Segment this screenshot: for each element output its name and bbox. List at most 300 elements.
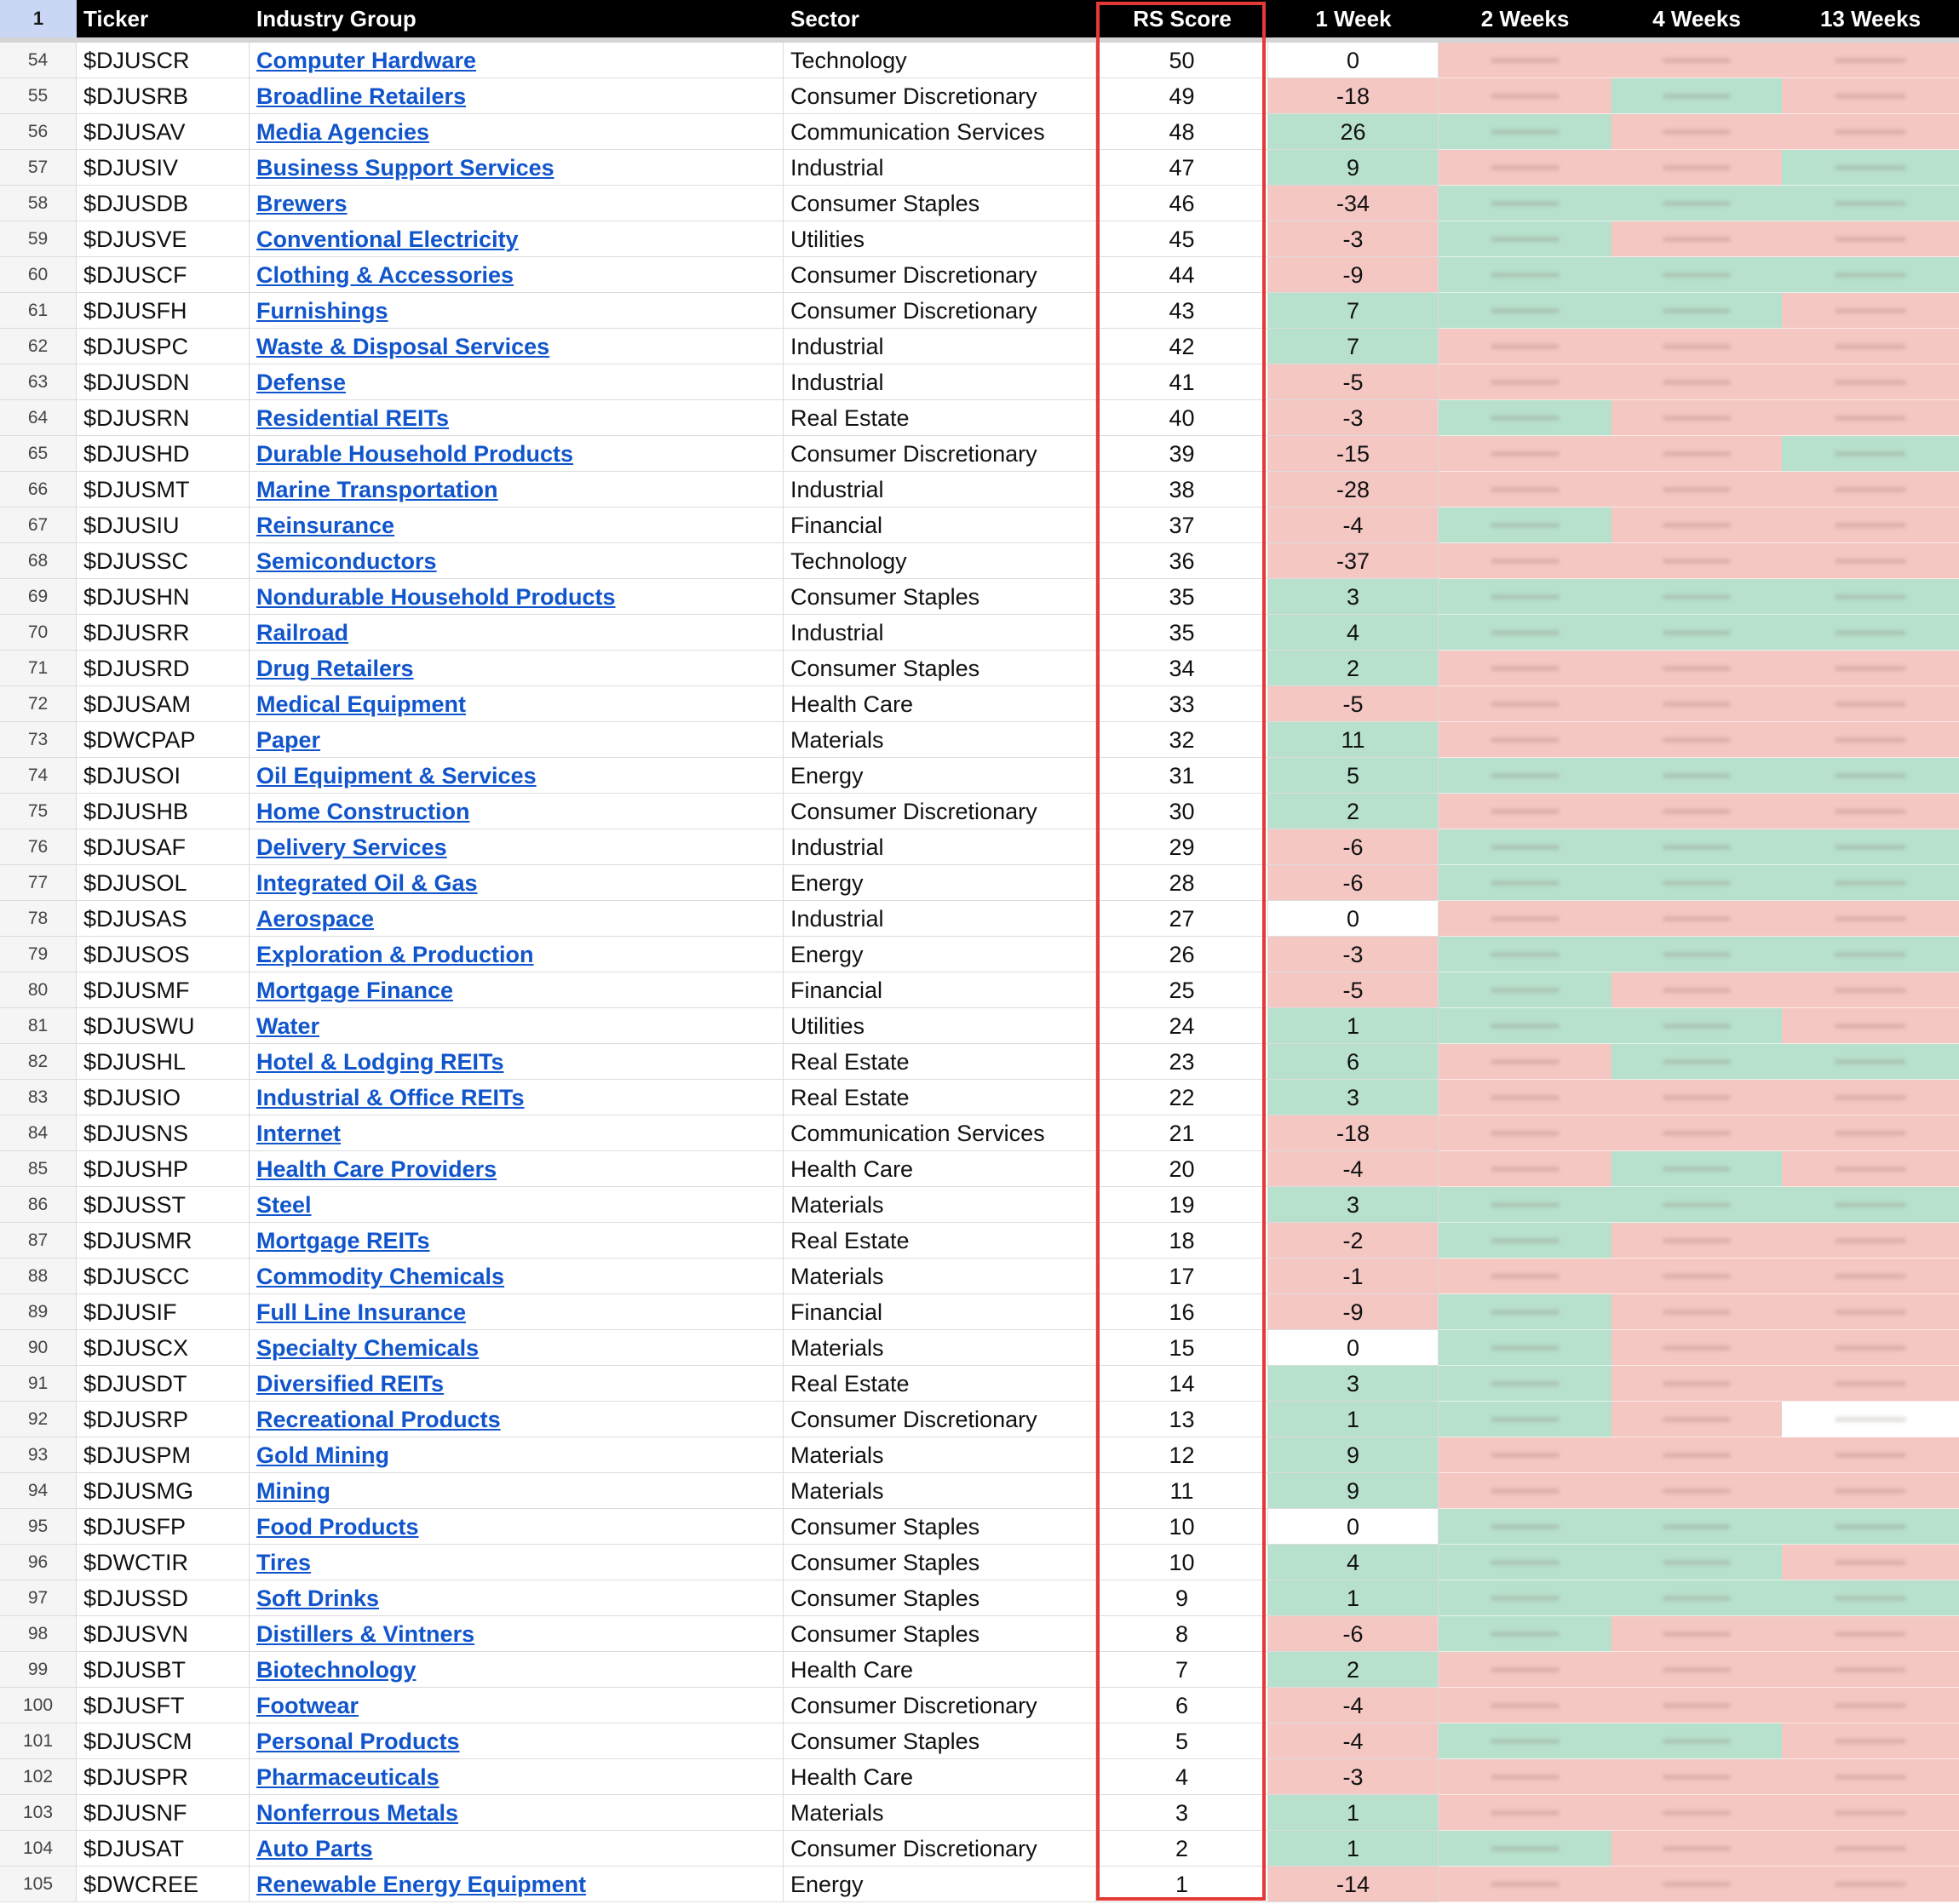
week-13-weeks-blurred-cell[interactable] xyxy=(1782,1115,1959,1151)
week-4-weeks-blurred-cell[interactable] xyxy=(1611,686,1782,722)
rs-score-cell[interactable]: 8 xyxy=(1096,1616,1268,1652)
ticker-cell[interactable]: $DJUSST xyxy=(77,1187,250,1223)
table-row[interactable] xyxy=(0,758,1959,794)
table-row[interactable] xyxy=(0,1402,1959,1437)
industry-group-link[interactable]: Soft Drinks xyxy=(256,1586,380,1611)
ticker-cell[interactable]: $DJUSRN xyxy=(77,400,250,436)
column-header-1-week[interactable]: 1 Week xyxy=(1268,0,1439,37)
industry-group-cell[interactable] xyxy=(250,1509,784,1545)
week-2-weeks-blurred-cell[interactable] xyxy=(1439,1580,1611,1616)
row-number[interactable]: 75 xyxy=(0,794,77,829)
row-number[interactable]: 78 xyxy=(0,901,77,937)
sector-cell[interactable]: Energy xyxy=(784,1867,1096,1902)
row-number[interactable]: 77 xyxy=(0,865,77,901)
industry-group-cell[interactable] xyxy=(250,1402,784,1437)
week-13-weeks-blurred-cell[interactable] xyxy=(1782,1759,1959,1795)
week-4-weeks-blurred-cell[interactable] xyxy=(1611,1366,1782,1402)
week-4-weeks-blurred-cell[interactable] xyxy=(1611,293,1782,329)
rs-score-cell[interactable]: 50 xyxy=(1096,43,1268,78)
industry-group-cell[interactable] xyxy=(250,150,784,186)
industry-group-cell[interactable] xyxy=(250,865,784,901)
industry-group-cell[interactable] xyxy=(250,1115,784,1151)
week-4-weeks-blurred-cell[interactable] xyxy=(1611,722,1782,758)
week-1-change-cell[interactable]: -4 xyxy=(1268,1151,1439,1187)
ticker-cell[interactable]: $DJUSAT xyxy=(77,1831,250,1867)
week-4-weeks-blurred-cell[interactable] xyxy=(1611,829,1782,865)
row-number[interactable]: 98 xyxy=(0,1616,77,1652)
rs-score-cell[interactable]: 17 xyxy=(1096,1259,1268,1294)
week-2-weeks-blurred-cell[interactable] xyxy=(1439,1151,1611,1187)
row-number[interactable]: 96 xyxy=(0,1545,77,1580)
industry-group-cell[interactable] xyxy=(250,937,784,972)
week-13-weeks-blurred-cell[interactable] xyxy=(1782,972,1959,1008)
ticker-cell[interactable]: $DJUSBT xyxy=(77,1652,250,1688)
week-4-weeks-blurred-cell[interactable] xyxy=(1611,1187,1782,1223)
ticker-cell[interactable]: $DJUSAS xyxy=(77,901,250,937)
week-2-weeks-blurred-cell[interactable] xyxy=(1439,1223,1611,1259)
rs-score-cell[interactable]: 48 xyxy=(1096,114,1268,150)
rs-score-cell[interactable]: 14 xyxy=(1096,1366,1268,1402)
rs-score-cell[interactable]: 20 xyxy=(1096,1151,1268,1187)
industry-group-cell[interactable] xyxy=(250,1294,784,1330)
industry-group-cell[interactable] xyxy=(250,1151,784,1187)
rs-score-cell[interactable]: 23 xyxy=(1096,1044,1268,1080)
row-number[interactable]: 67 xyxy=(0,508,77,543)
column-header-13-weeks[interactable]: 13 Weeks xyxy=(1782,0,1959,37)
column-header-industry-group[interactable]: Industry Group xyxy=(250,0,784,37)
rs-score-cell[interactable]: 5 xyxy=(1096,1723,1268,1759)
sector-cell[interactable]: Consumer Discretionary xyxy=(784,1402,1096,1437)
week-2-weeks-blurred-cell[interactable] xyxy=(1439,829,1611,865)
ticker-cell[interactable]: $DWCTIR xyxy=(77,1545,250,1580)
week-1-change-cell[interactable]: 0 xyxy=(1268,1330,1439,1366)
week-1-change-cell[interactable]: -1 xyxy=(1268,1259,1439,1294)
week-2-weeks-blurred-cell[interactable] xyxy=(1439,1294,1611,1330)
table-row[interactable] xyxy=(0,364,1959,400)
rs-score-cell[interactable]: 35 xyxy=(1096,615,1268,651)
industry-group-cell[interactable] xyxy=(250,651,784,686)
table-row[interactable] xyxy=(0,1115,1959,1151)
table-row[interactable] xyxy=(0,1151,1959,1187)
industry-group-cell[interactable] xyxy=(250,1330,784,1366)
industry-group-cell[interactable] xyxy=(250,1652,784,1688)
week-13-weeks-blurred-cell[interactable] xyxy=(1782,1259,1959,1294)
week-2-weeks-blurred-cell[interactable] xyxy=(1439,1437,1611,1473)
industry-group-cell[interactable] xyxy=(250,114,784,150)
week-1-change-cell[interactable]: -6 xyxy=(1268,1616,1439,1652)
rs-score-cell[interactable]: 4 xyxy=(1096,1759,1268,1795)
table-row[interactable] xyxy=(0,43,1959,78)
week-4-weeks-blurred-cell[interactable] xyxy=(1611,43,1782,78)
industry-group-cell[interactable] xyxy=(250,329,784,364)
industry-group-link[interactable]: Gold Mining xyxy=(256,1442,389,1468)
sector-cell[interactable]: Health Care xyxy=(784,1151,1096,1187)
row-number[interactable]: 66 xyxy=(0,472,77,508)
table-row[interactable] xyxy=(0,829,1959,865)
industry-group-cell[interactable] xyxy=(250,1867,784,1902)
industry-group-link[interactable]: Footwear xyxy=(256,1693,359,1718)
week-2-weeks-blurred-cell[interactable] xyxy=(1439,1402,1611,1437)
week-1-change-cell[interactable]: 1 xyxy=(1268,1402,1439,1437)
week-13-weeks-blurred-cell[interactable] xyxy=(1782,1688,1959,1723)
industry-group-cell[interactable] xyxy=(250,794,784,829)
rs-score-cell[interactable]: 25 xyxy=(1096,972,1268,1008)
week-13-weeks-blurred-cell[interactable] xyxy=(1782,1795,1959,1831)
industry-group-cell[interactable] xyxy=(250,1688,784,1723)
rs-score-cell[interactable]: 44 xyxy=(1096,257,1268,293)
ticker-cell[interactable]: $DJUSMT xyxy=(77,472,250,508)
industry-group-link[interactable]: Exploration & Production xyxy=(256,942,534,967)
week-2-weeks-blurred-cell[interactable] xyxy=(1439,1867,1611,1902)
row-number[interactable]: 101 xyxy=(0,1723,77,1759)
rs-score-cell[interactable]: 43 xyxy=(1096,293,1268,329)
sector-cell[interactable]: Consumer Discretionary xyxy=(784,436,1096,472)
week-2-weeks-blurred-cell[interactable] xyxy=(1439,1080,1611,1115)
row-number[interactable]: 65 xyxy=(0,436,77,472)
industry-group-link[interactable]: Aerospace xyxy=(256,906,375,932)
industry-group-cell[interactable] xyxy=(250,1831,784,1867)
week-13-weeks-blurred-cell[interactable] xyxy=(1782,1044,1959,1080)
week-4-weeks-blurred-cell[interactable] xyxy=(1611,1115,1782,1151)
ticker-cell[interactable]: $DJUSDB xyxy=(77,186,250,221)
rs-score-cell[interactable]: 7 xyxy=(1096,1652,1268,1688)
week-4-weeks-blurred-cell[interactable] xyxy=(1611,543,1782,579)
table-row[interactable] xyxy=(0,579,1959,615)
table-row[interactable] xyxy=(0,651,1959,686)
week-1-change-cell[interactable]: 7 xyxy=(1268,329,1439,364)
week-2-weeks-blurred-cell[interactable] xyxy=(1439,972,1611,1008)
sector-cell[interactable]: Consumer Discretionary xyxy=(784,1688,1096,1723)
table-row[interactable] xyxy=(0,472,1959,508)
week-4-weeks-blurred-cell[interactable] xyxy=(1611,937,1782,972)
week-1-change-cell[interactable]: 3 xyxy=(1268,1080,1439,1115)
table-row[interactable] xyxy=(0,78,1959,114)
industry-group-link[interactable]: Nondurable Household Products xyxy=(256,584,616,610)
week-2-weeks-blurred-cell[interactable] xyxy=(1439,1509,1611,1545)
row-number[interactable]: 80 xyxy=(0,972,77,1008)
ticker-cell[interactable]: $DJUSOS xyxy=(77,937,250,972)
rs-score-cell[interactable]: 34 xyxy=(1096,651,1268,686)
row-number[interactable]: 95 xyxy=(0,1509,77,1545)
rs-score-cell[interactable]: 2 xyxy=(1096,1831,1268,1867)
ticker-cell[interactable]: $DJUSSD xyxy=(77,1580,250,1616)
week-13-weeks-blurred-cell[interactable] xyxy=(1782,1867,1959,1902)
week-13-weeks-blurred-cell[interactable] xyxy=(1782,686,1959,722)
week-13-weeks-blurred-cell[interactable] xyxy=(1782,1330,1959,1366)
ticker-cell[interactable]: $DJUSVE xyxy=(77,221,250,257)
row-number[interactable]: 100 xyxy=(0,1688,77,1723)
week-2-weeks-blurred-cell[interactable] xyxy=(1439,1259,1611,1294)
sector-cell[interactable]: Communication Services xyxy=(784,114,1096,150)
sector-cell[interactable]: Energy xyxy=(784,758,1096,794)
week-13-weeks-blurred-cell[interactable] xyxy=(1782,651,1959,686)
industry-group-link[interactable]: Media Agencies xyxy=(256,119,430,145)
week-4-weeks-blurred-cell[interactable] xyxy=(1611,1723,1782,1759)
sector-cell[interactable]: Real Estate xyxy=(784,1044,1096,1080)
week-2-weeks-blurred-cell[interactable] xyxy=(1439,794,1611,829)
table-row[interactable] xyxy=(0,794,1959,829)
week-13-weeks-blurred-cell[interactable] xyxy=(1782,186,1959,221)
industry-group-cell[interactable] xyxy=(250,508,784,543)
industry-group-cell[interactable] xyxy=(250,1545,784,1580)
week-2-weeks-blurred-cell[interactable] xyxy=(1439,257,1611,293)
industry-group-link[interactable]: Health Care Providers xyxy=(256,1156,497,1182)
column-header-ticker[interactable]: Ticker xyxy=(77,0,250,37)
week-13-weeks-blurred-cell[interactable] xyxy=(1782,1545,1959,1580)
week-4-weeks-blurred-cell[interactable] xyxy=(1611,221,1782,257)
table-row[interactable] xyxy=(0,257,1959,293)
week-4-weeks-blurred-cell[interactable] xyxy=(1611,114,1782,150)
row-number[interactable]: 72 xyxy=(0,686,77,722)
industry-group-link[interactable]: Internet xyxy=(256,1121,342,1146)
table-row[interactable] xyxy=(0,221,1959,257)
sector-cell[interactable]: Consumer Discretionary xyxy=(784,1831,1096,1867)
rs-score-cell[interactable]: 9 xyxy=(1096,1580,1268,1616)
week-2-weeks-blurred-cell[interactable] xyxy=(1439,1473,1611,1509)
row-number[interactable]: 82 xyxy=(0,1044,77,1080)
industry-group-cell[interactable] xyxy=(250,1259,784,1294)
week-13-weeks-blurred-cell[interactable] xyxy=(1782,1580,1959,1616)
week-2-weeks-blurred-cell[interactable] xyxy=(1439,1616,1611,1652)
week-2-weeks-blurred-cell[interactable] xyxy=(1439,329,1611,364)
ticker-cell[interactable]: $DJUSRR xyxy=(77,615,250,651)
week-4-weeks-blurred-cell[interactable] xyxy=(1611,1509,1782,1545)
week-4-weeks-blurred-cell[interactable] xyxy=(1611,400,1782,436)
ticker-cell[interactable]: $DJUSMF xyxy=(77,972,250,1008)
rs-score-cell[interactable]: 22 xyxy=(1096,1080,1268,1115)
table-row[interactable] xyxy=(0,1759,1959,1795)
row-number[interactable]: 68 xyxy=(0,543,77,579)
industry-group-link[interactable]: Reinsurance xyxy=(256,513,395,538)
row-number[interactable]: 91 xyxy=(0,1366,77,1402)
week-4-weeks-blurred-cell[interactable] xyxy=(1611,1616,1782,1652)
week-4-weeks-blurred-cell[interactable] xyxy=(1611,1151,1782,1187)
week-2-weeks-blurred-cell[interactable] xyxy=(1439,1831,1611,1867)
week-13-weeks-blurred-cell[interactable] xyxy=(1782,257,1959,293)
industry-group-cell[interactable] xyxy=(250,722,784,758)
week-2-weeks-blurred-cell[interactable] xyxy=(1439,1688,1611,1723)
rs-score-cell[interactable]: 6 xyxy=(1096,1688,1268,1723)
week-2-weeks-blurred-cell[interactable] xyxy=(1439,579,1611,615)
table-row[interactable] xyxy=(0,1187,1959,1223)
industry-group-link[interactable]: Railroad xyxy=(256,620,349,645)
table-row[interactable] xyxy=(0,508,1959,543)
industry-group-link[interactable]: Medical Equipment xyxy=(256,691,467,717)
week-2-weeks-blurred-cell[interactable] xyxy=(1439,1187,1611,1223)
industry-group-link[interactable]: Furnishings xyxy=(256,298,388,324)
week-1-change-cell[interactable]: 1 xyxy=(1268,1831,1439,1867)
week-13-weeks-blurred-cell[interactable] xyxy=(1782,1831,1959,1867)
ticker-cell[interactable]: $DJUSVN xyxy=(77,1616,250,1652)
week-13-weeks-blurred-cell[interactable] xyxy=(1782,865,1959,901)
ticker-cell[interactable]: $DJUSHL xyxy=(77,1044,250,1080)
week-13-weeks-blurred-cell[interactable] xyxy=(1782,1294,1959,1330)
row-number[interactable]: 89 xyxy=(0,1294,77,1330)
table-row[interactable] xyxy=(0,114,1959,150)
week-1-change-cell[interactable]: 3 xyxy=(1268,1187,1439,1223)
industry-group-link[interactable]: Specialty Chemicals xyxy=(256,1335,480,1361)
sector-cell[interactable]: Utilities xyxy=(784,221,1096,257)
rs-score-cell[interactable]: 1 xyxy=(1096,1867,1268,1902)
week-2-weeks-blurred-cell[interactable] xyxy=(1439,1723,1611,1759)
rs-score-cell[interactable]: 13 xyxy=(1096,1402,1268,1437)
industry-group-cell[interactable] xyxy=(250,1080,784,1115)
industry-group-cell[interactable] xyxy=(250,1223,784,1259)
week-1-change-cell[interactable]: -6 xyxy=(1268,829,1439,865)
rs-score-cell[interactable]: 11 xyxy=(1096,1473,1268,1509)
week-4-weeks-blurred-cell[interactable] xyxy=(1611,257,1782,293)
sector-cell[interactable]: Industrial xyxy=(784,829,1096,865)
column-header-2-weeks[interactable]: 2 Weeks xyxy=(1439,0,1611,37)
week-1-change-cell[interactable]: -3 xyxy=(1268,221,1439,257)
week-4-weeks-blurred-cell[interactable] xyxy=(1611,1831,1782,1867)
row-number[interactable]: 74 xyxy=(0,758,77,794)
ticker-cell[interactable]: $DJUSFH xyxy=(77,293,250,329)
ticker-cell[interactable]: $DJUSSC xyxy=(77,543,250,579)
industry-group-cell[interactable] xyxy=(250,579,784,615)
week-2-weeks-blurred-cell[interactable] xyxy=(1439,1115,1611,1151)
table-row[interactable] xyxy=(0,1437,1959,1473)
row-number[interactable]: 59 xyxy=(0,221,77,257)
industry-group-cell[interactable] xyxy=(250,972,784,1008)
industry-group-link[interactable]: Waste & Disposal Services xyxy=(256,334,550,359)
row-number[interactable]: 105 xyxy=(0,1867,77,1902)
ticker-cell[interactable]: $DWCPAP xyxy=(77,722,250,758)
column-header-4-weeks[interactable]: 4 Weeks xyxy=(1611,0,1782,37)
industry-group-link[interactable]: Commodity Chemicals xyxy=(256,1264,505,1289)
table-row[interactable] xyxy=(0,1294,1959,1330)
sector-cell[interactable]: Materials xyxy=(784,722,1096,758)
rs-score-cell[interactable]: 29 xyxy=(1096,829,1268,865)
week-13-weeks-blurred-cell[interactable] xyxy=(1782,794,1959,829)
week-13-weeks-blurred-cell[interactable] xyxy=(1782,221,1959,257)
week-1-change-cell[interactable]: 5 xyxy=(1268,758,1439,794)
sector-cell[interactable]: Consumer Discretionary xyxy=(784,257,1096,293)
industry-group-cell[interactable] xyxy=(250,1795,784,1831)
week-1-change-cell[interactable]: -6 xyxy=(1268,865,1439,901)
industry-group-link[interactable]: Durable Household Products xyxy=(256,441,574,467)
industry-group-cell[interactable] xyxy=(250,78,784,114)
rs-score-cell[interactable]: 42 xyxy=(1096,329,1268,364)
week-4-weeks-blurred-cell[interactable] xyxy=(1611,1223,1782,1259)
week-1-change-cell[interactable]: 3 xyxy=(1268,579,1439,615)
week-4-weeks-blurred-cell[interactable] xyxy=(1611,1759,1782,1795)
row-number[interactable]: 102 xyxy=(0,1759,77,1795)
week-1-change-cell[interactable]: -3 xyxy=(1268,937,1439,972)
row-number[interactable]: 90 xyxy=(0,1330,77,1366)
industry-group-link[interactable]: Computer Hardware xyxy=(256,48,477,73)
week-2-weeks-blurred-cell[interactable] xyxy=(1439,293,1611,329)
week-2-weeks-blurred-cell[interactable] xyxy=(1439,400,1611,436)
sector-cell[interactable]: Consumer Staples xyxy=(784,186,1096,221)
industry-group-link[interactable]: Defense xyxy=(256,370,347,395)
rs-score-cell[interactable]: 36 xyxy=(1096,543,1268,579)
industry-group-cell[interactable] xyxy=(250,43,784,78)
week-2-weeks-blurred-cell[interactable] xyxy=(1439,686,1611,722)
table-row[interactable] xyxy=(0,1723,1959,1759)
table-row[interactable] xyxy=(0,543,1959,579)
sector-cell[interactable]: Industrial xyxy=(784,364,1096,400)
row-number[interactable]: 87 xyxy=(0,1223,77,1259)
week-1-change-cell[interactable]: -5 xyxy=(1268,686,1439,722)
industry-group-link[interactable]: Auto Parts xyxy=(256,1836,373,1861)
week-2-weeks-blurred-cell[interactable] xyxy=(1439,114,1611,150)
industry-group-cell[interactable] xyxy=(250,901,784,937)
ticker-cell[interactable]: $DJUSIF xyxy=(77,1294,250,1330)
week-2-weeks-blurred-cell[interactable] xyxy=(1439,901,1611,937)
ticker-cell[interactable]: $DJUSFT xyxy=(77,1688,250,1723)
week-1-change-cell[interactable]: 1 xyxy=(1268,1580,1439,1616)
industry-group-cell[interactable] xyxy=(250,686,784,722)
week-1-change-cell[interactable]: -34 xyxy=(1268,186,1439,221)
sector-cell[interactable]: Financial xyxy=(784,972,1096,1008)
week-4-weeks-blurred-cell[interactable] xyxy=(1611,1545,1782,1580)
row-number[interactable]: 60 xyxy=(0,257,77,293)
industry-group-cell[interactable] xyxy=(250,615,784,651)
sector-cell[interactable]: Consumer Staples xyxy=(784,1545,1096,1580)
week-4-weeks-blurred-cell[interactable] xyxy=(1611,436,1782,472)
ticker-cell[interactable]: $DJUSDT xyxy=(77,1366,250,1402)
row-number[interactable]: 84 xyxy=(0,1115,77,1151)
week-1-change-cell[interactable]: 9 xyxy=(1268,1473,1439,1509)
week-13-weeks-blurred-cell[interactable] xyxy=(1782,1723,1959,1759)
row-number[interactable]: 69 xyxy=(0,579,77,615)
industry-group-cell[interactable] xyxy=(250,1044,784,1080)
week-1-change-cell[interactable]: -2 xyxy=(1268,1223,1439,1259)
rs-score-cell[interactable]: 35 xyxy=(1096,579,1268,615)
industry-group-link[interactable]: Steel xyxy=(256,1192,312,1218)
week-13-weeks-blurred-cell[interactable] xyxy=(1782,829,1959,865)
row-number[interactable]: 83 xyxy=(0,1080,77,1115)
rs-score-cell[interactable]: 15 xyxy=(1096,1330,1268,1366)
sector-cell[interactable]: Materials xyxy=(784,1259,1096,1294)
week-1-change-cell[interactable]: -9 xyxy=(1268,1294,1439,1330)
industry-group-cell[interactable] xyxy=(250,758,784,794)
industry-group-cell[interactable] xyxy=(250,472,784,508)
week-4-weeks-blurred-cell[interactable] xyxy=(1611,1402,1782,1437)
week-4-weeks-blurred-cell[interactable] xyxy=(1611,1008,1782,1044)
table-row[interactable] xyxy=(0,1366,1959,1402)
week-2-weeks-blurred-cell[interactable] xyxy=(1439,1044,1611,1080)
week-2-weeks-blurred-cell[interactable] xyxy=(1439,615,1611,651)
ticker-cell[interactable]: $DJUSHN xyxy=(77,579,250,615)
industry-group-link[interactable]: Industrial & Office REITs xyxy=(256,1085,525,1110)
row-number[interactable]: 70 xyxy=(0,615,77,651)
rs-score-cell[interactable]: 12 xyxy=(1096,1437,1268,1473)
rs-score-cell[interactable]: 49 xyxy=(1096,78,1268,114)
week-4-weeks-blurred-cell[interactable] xyxy=(1611,329,1782,364)
week-13-weeks-blurred-cell[interactable] xyxy=(1782,78,1959,114)
ticker-cell[interactable]: $DJUSHD xyxy=(77,436,250,472)
industry-group-cell[interactable] xyxy=(250,1187,784,1223)
ticker-cell[interactable]: $DJUSNF xyxy=(77,1795,250,1831)
week-13-weeks-blurred-cell[interactable] xyxy=(1782,615,1959,651)
rs-score-cell[interactable]: 16 xyxy=(1096,1294,1268,1330)
table-row[interactable] xyxy=(0,150,1959,186)
week-13-weeks-blurred-cell[interactable] xyxy=(1782,1437,1959,1473)
week-2-weeks-blurred-cell[interactable] xyxy=(1439,865,1611,901)
sector-cell[interactable]: Real Estate xyxy=(784,1080,1096,1115)
industry-group-link[interactable]: Broadline Retailers xyxy=(256,83,467,109)
week-2-weeks-blurred-cell[interactable] xyxy=(1439,1759,1611,1795)
sector-cell[interactable]: Consumer Discretionary xyxy=(784,293,1096,329)
row-number[interactable]: 57 xyxy=(0,150,77,186)
ticker-cell[interactable]: $DJUSIU xyxy=(77,508,250,543)
rs-score-cell[interactable]: 27 xyxy=(1096,901,1268,937)
sector-cell[interactable]: Consumer Discretionary xyxy=(784,794,1096,829)
week-13-weeks-blurred-cell[interactable] xyxy=(1782,150,1959,186)
industry-group-cell[interactable] xyxy=(250,364,784,400)
